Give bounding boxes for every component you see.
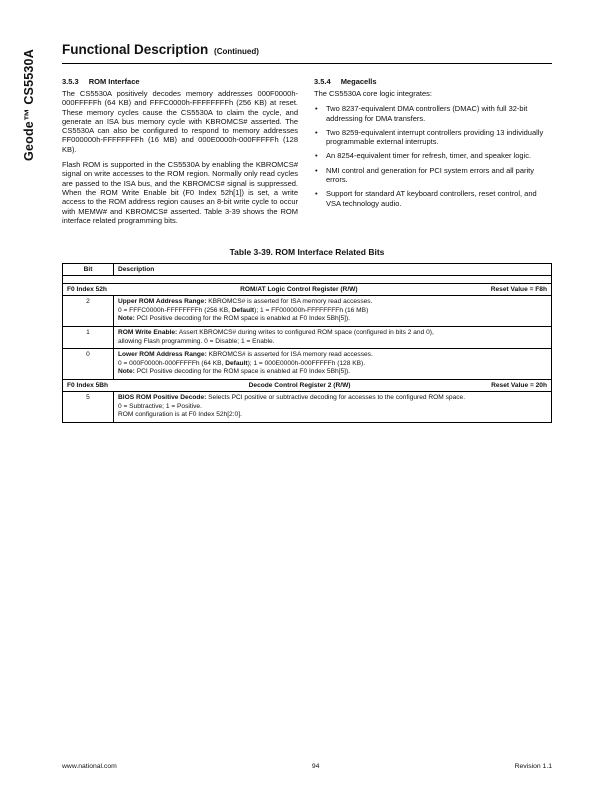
list-item-text: Support for standard AT keyboard controllers, reset control, and VSA technology audio. xyxy=(326,189,537,208)
bit-number: 2 xyxy=(63,296,114,327)
section-number: 3.5.3 xyxy=(62,77,79,86)
side-title-text: Geode™ CS5530A xyxy=(22,49,36,161)
rom-interface-bits-table xyxy=(62,263,552,423)
bit-description: Lower ROM Address Range: KBROMCS# is asserted for ISA memory read accesses. 0 = 000F0000h-000FFFFFh (64 KB, Default); 1 = 000E0000h-000FFFFFh (128 KB). Note: PCI Positive decoding for the ROM space is enabled at F0 Index 5Bh[5]). xyxy=(114,349,552,380)
section-heading xyxy=(314,77,552,86)
page-content xyxy=(62,42,552,423)
list-item xyxy=(314,166,552,185)
bit-description: BIOS ROM Positive Decode: Selects PCI positive or subtractive decoding for accesses to the configured ROM space. 0 = Subtractive; 1 = Positive. ROM configuration is at F0 Index 52h[2:0]. xyxy=(114,391,552,422)
list-item-text: Two 8237-equivalent DMA controllers (DMAC) with full 32-bit addressing for DMA transfers. xyxy=(326,104,528,123)
bullet-list xyxy=(314,104,552,208)
list-item xyxy=(314,104,552,123)
revision-label: Revision 1.1 xyxy=(514,763,552,770)
field-name: Upper ROM Address Range: xyxy=(118,298,207,306)
table-title: Table 3-39. ROM Interface Related Bits xyxy=(229,247,385,258)
bullet-icon: • xyxy=(315,189,318,199)
page-number: 94 xyxy=(311,763,320,770)
bullet-icon: • xyxy=(315,165,318,175)
continued-label: (Continued) xyxy=(214,47,259,56)
table-row xyxy=(63,326,552,348)
list-item xyxy=(314,151,552,160)
register-header-row xyxy=(63,284,552,296)
register-reset-value: Reset Value = 20h xyxy=(491,381,547,389)
bullet-icon: • xyxy=(315,104,318,114)
table-header-row xyxy=(63,264,552,276)
page-footer xyxy=(62,763,552,770)
bit-column-header: Bit xyxy=(63,264,114,276)
field-name: BIOS ROM Positive Decode: xyxy=(118,393,207,401)
register-name: ROM/AT Logic Control Register (R/W) xyxy=(240,286,358,294)
field-name: ROM Write Enable: xyxy=(118,328,178,336)
note-label: Note: xyxy=(118,315,135,323)
list-item-text: An 8254-equivalent timer for refresh, timer, and speaker logic. xyxy=(326,151,532,161)
register-header-row xyxy=(63,379,552,391)
spacer-row xyxy=(63,276,552,284)
side-title xyxy=(14,40,44,170)
bullet-icon: • xyxy=(315,151,318,161)
field-name: Lower ROM Address Range: xyxy=(118,351,207,359)
bit-description: ROM Write Enable: Assert KBROMCS# during writes to configured ROM space (configured in bits 2 and 0), allowing Flash programming. 0 = Disable; 1 = Enable. xyxy=(114,326,552,348)
register-reset-value: Reset Value = F8h xyxy=(490,286,547,294)
list-item-text: Two 8259-equivalent interrupt controllers providing 13 individually programmable external interrupts. xyxy=(326,127,544,147)
section-heading xyxy=(62,77,298,86)
table-row xyxy=(63,296,552,327)
bit-number: 1 xyxy=(63,326,114,348)
section-title: Megacells xyxy=(340,77,377,86)
list-item xyxy=(314,128,552,147)
list-item xyxy=(314,189,552,208)
section-title: ROM Interface xyxy=(88,77,140,86)
page-title: Functional Description xyxy=(62,42,209,57)
note-label: Note: xyxy=(118,368,135,376)
section-intro: The CS5530A core logic integrates: xyxy=(314,89,432,98)
table-row xyxy=(63,391,552,422)
megacells-section xyxy=(314,77,552,231)
bullet-icon: • xyxy=(315,127,318,137)
description-column-header: Description xyxy=(114,264,552,276)
section-number: 3.5.4 xyxy=(314,77,331,86)
bit-description: Upper ROM Address Range: KBROMCS# is asserted for ISA memory read accesses. 0 = FFFC0000h-FFFFFFFFh (256 KB, Default); 1 = FF000000h-FFFFFFFFh (16 MB) Note: PCI Positive decoding for the ROM space is enabled at F0 Index 5Bh[5]). xyxy=(114,296,552,327)
paragraph: Flash ROM is supported in the CS5530A by enabling the KBROMCS# signal on write accesses to the ROM region. Normally only read cycles are passed to the ISA bus, and the KBROMCS# signal is suppressed. When the ROM Write Enable bit (F0 Index 52h[1]) is set, a write access to the ROM address region causes an 8-bit write cycle to occur with MEMW# and KBROMCS# asserted. Table 3-39 shows the ROM interface related programming bits. xyxy=(62,160,298,225)
rom-interface-section xyxy=(62,77,298,231)
list-item-text: NMI control and generation for PCI system errors and all parity errors. xyxy=(326,165,535,185)
paragraph: The CS5530A positively decodes memory addresses 000F0000h-000FFFFFh (64 KB) and FFFC0000h-FFFFFFFFh (256 KB) at reset. These memory cycles cause the CS5530A to claim the cycle, and generate an ISA bus memory cycle with KBROMCS# asserted. The CS5530A can also be configured to respond to memory addresses FF000000h-FFFFFFFFh (16 MB) and 000E0000h-000FFFFFh (128 KB). xyxy=(62,89,298,154)
register-index: F0 Index 52h xyxy=(67,286,107,294)
table-row xyxy=(63,349,552,380)
page-heading xyxy=(62,42,552,64)
bit-number: 5 xyxy=(63,391,114,422)
bit-number: 0 xyxy=(63,349,114,380)
register-index: F0 Index 5Bh xyxy=(67,381,109,389)
register-name: Decode Control Register 2 (R/W) xyxy=(248,381,351,389)
two-column-body xyxy=(62,77,552,231)
footer-website-link[interactable]: www.national.com xyxy=(62,763,117,770)
